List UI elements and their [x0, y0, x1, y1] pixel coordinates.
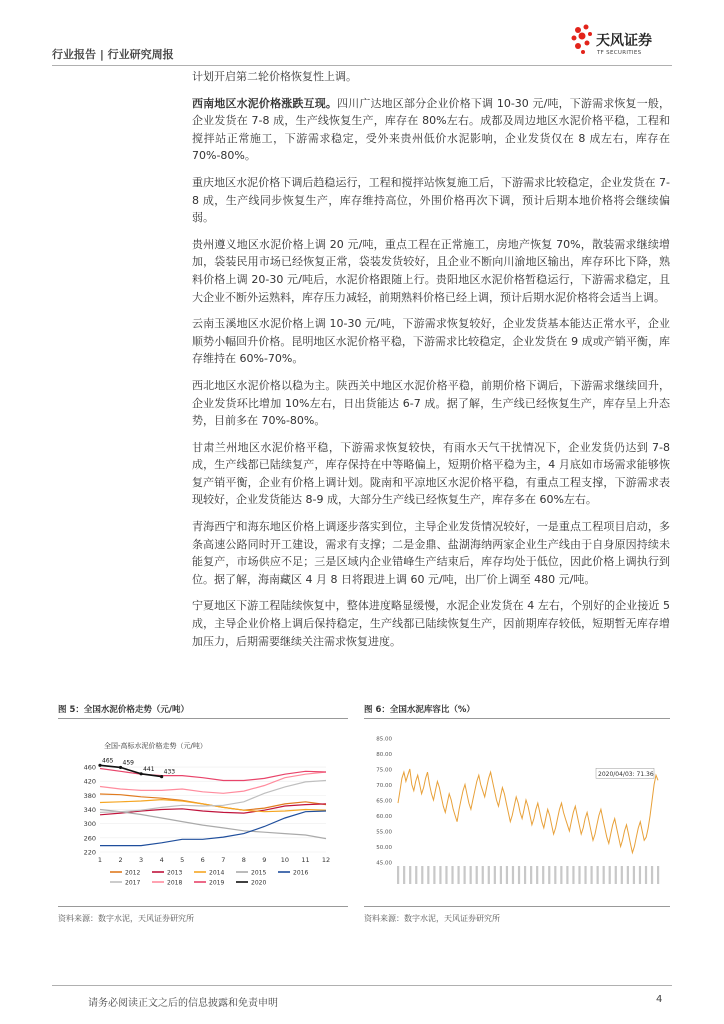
- x-tick-label: [415, 866, 417, 884]
- fig5-bottom-rule: [58, 906, 348, 907]
- paragraph-text: 重庆地区水泥价格下调后趋稳运行，工程和搅拌站恢复施工后，下游需求比较稳定，企业发货在 7-8 成，生产线同步恢复生产，库存维持高位，外围价格再次下调，预计后期本地价格将会继续偏弱。: [192, 175, 670, 225]
- y-tick-label: 380: [83, 791, 96, 800]
- x-tick-label: [506, 866, 508, 884]
- x-tick-label: [451, 866, 453, 884]
- legend-label-2017: 2017: [125, 879, 141, 887]
- x-tick-label: [403, 866, 405, 884]
- fig5-price-chart: [58, 724, 348, 902]
- paragraph-lead: 西南地区水泥价格涨跌互现。: [192, 96, 338, 110]
- paragraph-3: [192, 236, 670, 306]
- x-tick-label: 12: [321, 856, 331, 864]
- logo-name: 天风证券: [596, 33, 652, 49]
- report-type-header: 行业报告 | 行业研究周报: [52, 48, 174, 61]
- x-tick-label: [494, 866, 496, 884]
- x-tick-label: [445, 866, 447, 884]
- y-tick-label: 75.00: [376, 767, 392, 774]
- x-tick-label: 8: [241, 856, 246, 864]
- x-tick-label: [572, 866, 574, 884]
- data-label-2020: 441: [143, 765, 155, 773]
- legend-label-2020: 2020: [251, 879, 267, 887]
- x-tick-label: [488, 866, 490, 884]
- logo-subtitle: TF SECURITIES: [597, 50, 642, 56]
- y-tick-label: 340: [83, 806, 96, 815]
- x-tick-label: 6: [200, 856, 205, 864]
- paragraph-text: 云南玉溪地区水泥价格上调 10-30 元/吨，下游需求恢复较好，企业发货基本能达正常水平，企业顺势小幅回升价格。昆明地区水泥价格平稳，下游需求比较稳定，企业发货在 9 成或产销平衡，库存维持在 60%-70%。: [192, 317, 670, 366]
- fig6-top-rule: [364, 718, 670, 719]
- paragraph-text: 青海西宁和海东地区价格上调逐步落实到位，主导企业发货情况较好，一是重点工程项目启动，多条高速公路同时开工建设，需求有支撑；二是金鼎、盐湖海纳两家企业生产线由于自身原因持续未能复产，市场供应不足；三是区域内企业错峰生产结束后，库存均处于低位，因此价格上调执行到位。据了解，海南藏区 4 月 8 日将跟进上调 60 元/吨，出厂价上调至 480 元/吨。: [192, 520, 670, 586]
- fig6-label: 图 6：全国水泥库容比（%）: [364, 705, 475, 715]
- series-line-2019: [100, 769, 326, 781]
- x-tick-label: [421, 866, 423, 884]
- paragraph-text: 甘肃兰州地区水泥价格平稳，下游需求恢复较快，有雨水天气干扰情况下，企业发货仍达到 7-8 成，生产线都已陆续复产，库存保持在中等略偏上，短期价格平稳为主，4 月底如市场需求能够恢复产销平衡，企业有价格上调计划。陇南和平凉地区水泥价格平稳，有重点工程支撑，下游需求表现较好，企业发货能达 8-9 成，大部分生产线已经恢复生产，库存多在 60%左右。: [192, 440, 670, 507]
- legend-label-2019: 2019: [209, 879, 225, 887]
- x-tick-label: 11: [301, 856, 310, 864]
- x-tick-label: 4: [159, 856, 164, 864]
- body-text: [192, 68, 670, 659]
- y-tick-label: 420: [83, 777, 96, 786]
- x-tick-label: [500, 866, 502, 884]
- x-tick-label: [657, 866, 659, 884]
- paragraph-1: [192, 95, 670, 165]
- y-tick-label: 45.00: [376, 860, 392, 867]
- legend-label-2012: 2012: [125, 869, 141, 877]
- x-tick-label: [627, 866, 629, 884]
- footer-disclaimer: 请务必阅读正文之后的信息披露和免责申明: [88, 998, 278, 1009]
- paragraph-2: [192, 174, 670, 227]
- x-tick-label: 9: [262, 856, 267, 864]
- x-tick-label: [536, 866, 538, 884]
- legend-label-2013: 2013: [167, 869, 183, 877]
- footer-divider: [52, 985, 672, 986]
- fig6-source: 资料来源：数字水泥，天风证券研究所: [364, 914, 500, 923]
- legend-label-2015: 2015: [251, 869, 267, 877]
- x-tick-label: [530, 866, 532, 884]
- x-tick-label: [645, 866, 647, 884]
- data-label-2020: 465: [102, 757, 114, 765]
- y-tick-label: 70.00: [376, 783, 392, 789]
- x-tick-label: [633, 866, 635, 884]
- fig5-label: 图 5：全国水泥价格走势（元/吨）: [58, 705, 189, 715]
- legend-label-2018: 2018: [167, 879, 183, 887]
- paragraph-text: 计划开启第二轮价格恢复性上调。: [192, 70, 357, 83]
- header-divider: [52, 65, 672, 66]
- y-tick-label: 55.00: [376, 829, 392, 836]
- x-tick-label: 1: [97, 856, 103, 864]
- paragraph-8: [192, 597, 670, 650]
- legend-label-2016: 2016: [293, 869, 309, 877]
- y-tick-label: 300: [83, 820, 96, 829]
- series-line-2018: [100, 772, 326, 793]
- x-tick-label: [560, 866, 562, 884]
- y-tick-label: 220: [83, 848, 96, 857]
- x-tick-label: [464, 866, 466, 884]
- paragraph-5: [192, 377, 670, 430]
- paragraph-text: 四川广达地区部分企业价格下调 10-30 元/吨，下游需求恢复一般，企业发货在 7-8 成，生产线恢复生产，库存在 80%左右。成都及周边地区水泥价格平稳，工程和搅拌站正常施工，下游需求稳定，受外来贵州低价水泥影响，企业发货仅在 8 成左右，库存在 70%-80%。: [192, 96, 670, 163]
- x-tick-label: [603, 866, 605, 884]
- y-tick-label: 65.00: [376, 798, 392, 805]
- y-tick-label: 460: [83, 763, 96, 772]
- y-tick-label: 85.00: [376, 736, 392, 743]
- y-tick-label: 50.00: [376, 845, 392, 851]
- x-tick-label: [651, 866, 653, 884]
- fig6-bottom-rule: [364, 906, 670, 907]
- paragraph-text: 宁夏地区下游工程陆续恢复中，整体进度略显缓慢，水泥企业发货在 4 左右，个别好的企业接近 5 成，主导企业价格上调后保持稳定，生产线都已陆续恢复生产，因前期库存较低，短期暂无库存增加压力，后期需要继续关注需求恢复进度。: [192, 599, 670, 648]
- x-tick-label: [615, 866, 617, 884]
- x-tick-label: [457, 866, 459, 884]
- paragraph-text: 西北地区水泥价格以稳为主。陕西关中地区水泥价格平稳，前期价格下调后，下游需求继续回升，企业发货环比增加 10%左右，日出货能达 6-7 成。据了解，生产线已经恢复生产，库存呈上升态势，目前多在 70%-80%。: [192, 378, 670, 428]
- x-tick-label: [566, 866, 568, 884]
- fig5-source: 资料来源：数字水泥，天风证券研究所: [58, 914, 194, 923]
- x-tick-label: [433, 866, 435, 884]
- y-tick-label: 60.00: [376, 814, 392, 820]
- x-tick-label: [409, 866, 411, 884]
- x-tick-label: 3: [139, 856, 144, 864]
- paragraph-0: [192, 68, 670, 86]
- page-number: 4: [656, 994, 663, 1005]
- series-line-2015: [100, 810, 326, 839]
- x-tick-label: [470, 866, 472, 884]
- y-tick-label: 80.00: [376, 752, 392, 758]
- paragraph-6: [192, 439, 670, 509]
- x-tick-label: [476, 866, 478, 884]
- fig5-top-rule: [58, 718, 348, 719]
- x-tick-label: 10: [280, 856, 290, 864]
- chart-title: 全国-高标水泥价格走势（元/吨）: [104, 742, 207, 750]
- x-tick-label: [597, 866, 599, 884]
- paragraph-7: [192, 518, 670, 588]
- x-tick-label: [590, 866, 592, 884]
- x-tick-label: 5: [180, 856, 185, 864]
- fig6-inventory-chart: [364, 724, 670, 902]
- x-tick-label: [621, 866, 623, 884]
- x-tick-label: [609, 866, 611, 884]
- paragraph-text: 贵州遵义地区水泥价格上调 20 元/吨，重点工程在正常施工，房地产恢复 70%，散装需求继续增加，袋装民用市场已经恢复正常，袋装发货较好，且企业不断向川渝地区输出，库存环比下降，熟料价格上调 20-30 元/吨后，水泥价格跟随上行。贵阳地区水泥价格暂稳运行，下游需求稳定，且大企业不断外运熟料，库存压力减轻，前期熟料价格已经上调，预计后期水泥价格将会适当上调。: [192, 237, 670, 304]
- x-tick-label: [578, 866, 580, 884]
- x-tick-label: [482, 866, 484, 884]
- x-tick-label: [397, 866, 399, 884]
- x-tick-label: 2: [118, 856, 123, 864]
- x-tick-label: [639, 866, 641, 884]
- x-tick-label: [548, 866, 550, 884]
- series-line-2012: [100, 794, 326, 810]
- paragraph-4: [192, 315, 670, 368]
- x-tick-label: [439, 866, 441, 884]
- x-tick-label: [524, 866, 526, 884]
- series-line-2016: [100, 811, 326, 846]
- data-label-2020: 459: [122, 759, 134, 767]
- x-tick-label: [427, 866, 429, 884]
- x-tick-label: [512, 866, 514, 884]
- series-line-inventory: [398, 769, 658, 853]
- legend-label-2014: 2014: [209, 869, 225, 877]
- data-label-2020: 433: [163, 768, 176, 776]
- x-tick-label: [518, 866, 520, 884]
- x-tick-label: 7: [221, 856, 226, 864]
- x-tick-label: [554, 866, 556, 884]
- annotation-text: 2020/04/03: 71.36: [598, 770, 654, 778]
- y-tick-label: 260: [83, 834, 96, 843]
- x-tick-label: [584, 866, 586, 884]
- x-tick-label: [542, 866, 544, 884]
